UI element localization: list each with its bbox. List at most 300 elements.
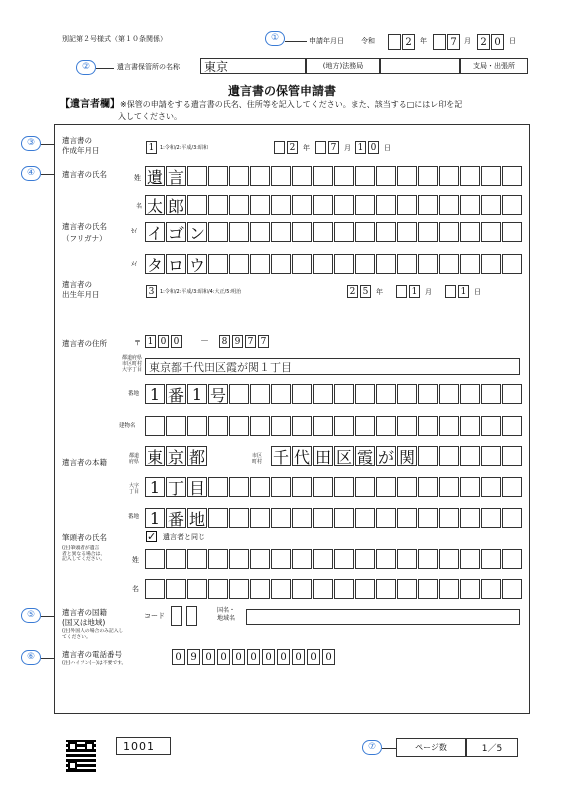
qr-code-icon xyxy=(66,740,96,772)
hitto-mei-cell[interactable] xyxy=(439,579,459,599)
marker-line xyxy=(41,174,55,175)
hitto-mei-cell[interactable] xyxy=(376,579,396,599)
country-code-1[interactable] xyxy=(171,606,182,626)
honseki-aza-cell[interactable] xyxy=(418,477,438,497)
hitto-sei-cell[interactable] xyxy=(229,549,249,569)
phone-digit-cell[interactable]: 0 xyxy=(322,649,335,665)
name-mei-cell[interactable] xyxy=(229,195,249,215)
marker-4: ④ xyxy=(21,166,41,181)
birth-day[interactable]: 1 xyxy=(458,285,469,298)
address-building-cell[interactable] xyxy=(355,416,375,436)
address-building-cell[interactable] xyxy=(271,416,291,436)
postal-2-2[interactable]: 9 xyxy=(232,335,243,348)
month-unit: 月 xyxy=(464,37,471,45)
country-code-2[interactable] xyxy=(186,606,197,626)
honseki-banchi-cell[interactable] xyxy=(208,508,228,528)
same-as-testator-label: 遺言者と同じ xyxy=(163,533,205,541)
postal-1-3[interactable]: 0 xyxy=(171,335,182,348)
address-building-cell[interactable] xyxy=(418,416,438,436)
hitto-sei-cell[interactable] xyxy=(418,549,438,569)
honseki-city-cell[interactable] xyxy=(460,446,480,466)
birth-day-unit: 日 xyxy=(474,288,481,296)
app-year-blank[interactable] xyxy=(388,34,401,50)
name-sei-cell[interactable] xyxy=(229,166,249,186)
hitto-mei-cell[interactable] xyxy=(313,579,333,599)
address-building-cell[interactable] xyxy=(397,416,417,436)
hitto-sei-cell[interactable] xyxy=(439,549,459,569)
hitto-sei-cell[interactable] xyxy=(355,549,375,569)
kana-sei-cell[interactable]: イ xyxy=(146,223,163,242)
address-building-cell[interactable] xyxy=(208,416,228,436)
marker-line xyxy=(382,748,396,749)
honseki-city-cell[interactable]: 千 xyxy=(272,447,289,466)
honseki-city-cell[interactable]: 関 xyxy=(398,447,415,466)
hitto-sei-cell[interactable] xyxy=(271,549,291,569)
address-banchi-cell[interactable] xyxy=(271,384,291,404)
phone-digit-cell[interactable]: 0 xyxy=(247,649,260,665)
name-sei-cell[interactable] xyxy=(397,166,417,186)
phone-digit-cell[interactable]: 0 xyxy=(202,649,215,665)
postal-dash: － xyxy=(200,337,210,347)
honseki-banchi-cell[interactable] xyxy=(313,508,333,528)
honseki-aza-cell[interactable]: 丁 xyxy=(167,478,184,497)
kana-sei-cell[interactable] xyxy=(208,222,228,242)
honseki-banchi-cell[interactable] xyxy=(502,508,522,528)
name-sei-cell[interactable] xyxy=(187,166,207,186)
section-note: ※保管の申請をする遺言書の氏名、住所等を記入してください。また、該当する xyxy=(120,100,407,109)
address-building-cell[interactable] xyxy=(334,416,354,436)
phone-digit-cell[interactable]: 0 xyxy=(172,649,185,665)
kana-sei-cell[interactable]: ン xyxy=(188,223,205,242)
postal-mark: 〒 xyxy=(134,339,141,347)
name-sei-cell[interactable]: 遺 xyxy=(146,167,163,186)
honseki-city-cell[interactable]: が xyxy=(377,447,394,466)
postal-1-1[interactable]: 1 xyxy=(145,335,156,348)
form-code: 別記第２号様式（第１０条関係） xyxy=(62,35,167,43)
kana-mei-cell[interactable] xyxy=(334,254,354,274)
honseki-aza-cell[interactable] xyxy=(439,477,459,497)
honseki-city-label-2: 町村 xyxy=(252,458,263,465)
honseki-banchi-cell[interactable]: 1 xyxy=(145,508,165,528)
honseki-aza-cell[interactable] xyxy=(313,477,333,497)
address-banchi-cell[interactable] xyxy=(439,384,459,404)
kana-mei-cell[interactable] xyxy=(250,254,270,274)
hitto-sei-cell[interactable] xyxy=(208,549,228,569)
honseki-pref-cell[interactable]: 都 xyxy=(188,447,205,466)
name-sei-cell[interactable] xyxy=(292,166,312,186)
kana-sei-cell[interactable] xyxy=(439,222,459,242)
kana-mei-cell[interactable] xyxy=(292,254,312,274)
address-label: 遺言者の住所 xyxy=(62,339,107,348)
phone-digit-cell[interactable]: 9 xyxy=(187,649,200,665)
hitto-note-3: 記入してください。 xyxy=(62,557,106,563)
honseki-city-cell[interactable] xyxy=(439,446,459,466)
birth-era-options: 1:令和/2:平成/3:昭和/4:大正/5:明治 xyxy=(160,289,242,295)
honseki-banchi-cell[interactable] xyxy=(418,508,438,528)
kana-sei-cell[interactable]: ゴ xyxy=(167,223,184,242)
kana-mei-cell[interactable] xyxy=(229,254,249,274)
postal-1-2[interactable]: 0 xyxy=(158,335,169,348)
name-label: 遺言者の氏名 xyxy=(62,170,107,179)
bureau-label: (地方)法務局 xyxy=(306,58,380,74)
honseki-aza-cell[interactable] xyxy=(334,477,354,497)
kana-mei-cell[interactable]: ウ xyxy=(188,255,205,274)
name-mei-cell[interactable] xyxy=(250,195,270,215)
hitto-mei-cell[interactable] xyxy=(502,579,522,599)
phone-digit-cell[interactable]: 0 xyxy=(277,649,290,665)
address-building-cell[interactable] xyxy=(229,416,249,436)
marker-1: ① xyxy=(265,31,285,46)
kana-sei-cell[interactable] xyxy=(250,222,270,242)
address-banchi-cell[interactable] xyxy=(355,384,375,404)
honseki-aza-cell[interactable] xyxy=(292,477,312,497)
kana-sei-cell[interactable] xyxy=(397,222,417,242)
app-month-digit[interactable]: 7 xyxy=(447,34,460,50)
kana-mei-cell[interactable] xyxy=(313,254,333,274)
honseki-aza-cell[interactable] xyxy=(397,477,417,497)
postal-2-3[interactable]: 7 xyxy=(245,335,256,348)
name-sei-cell[interactable] xyxy=(502,166,522,186)
hitto-mei-cell[interactable] xyxy=(145,579,165,599)
app-month-blank[interactable] xyxy=(433,34,446,50)
hitto-sei-cell[interactable] xyxy=(187,549,207,569)
address-banchi-cell[interactable] xyxy=(460,384,480,404)
name-mei-cell[interactable] xyxy=(355,195,375,215)
name-mei-cell[interactable] xyxy=(460,195,480,215)
hitto-mei-cell[interactable] xyxy=(397,579,417,599)
birth-year-unit: 年 xyxy=(376,288,383,296)
same-as-testator-checkbox[interactable]: ✓ xyxy=(147,530,157,543)
honseki-banchi-cell[interactable]: 地 xyxy=(188,509,205,528)
address-bldg-label: 建物名 xyxy=(119,423,136,429)
honseki-banchi-cell[interactable] xyxy=(397,508,417,528)
name-mei-cell[interactable] xyxy=(439,195,459,215)
creation-era-code[interactable]: 1 xyxy=(146,141,157,154)
birth-era-code[interactable]: 3 xyxy=(146,285,157,298)
hitto-sei-cell[interactable] xyxy=(250,549,270,569)
name-mei-cell[interactable] xyxy=(208,195,228,215)
address-banchi-cell[interactable]: 号 xyxy=(209,385,226,404)
kana-sei-cell[interactable] xyxy=(334,222,354,242)
kana-sei-cell[interactable] xyxy=(376,222,396,242)
honseki-aza-cell[interactable] xyxy=(229,477,249,497)
honseki-banchi-cell[interactable] xyxy=(271,508,291,528)
section-label: 【遺言者欄】 xyxy=(60,99,120,110)
nationality-label-1: 遺言者の国籍 xyxy=(62,608,107,617)
birth-day-blank[interactable] xyxy=(445,285,456,298)
honseki-aza-cell[interactable] xyxy=(355,477,375,497)
hitto-mei-cell[interactable] xyxy=(250,579,270,599)
hitto-sei-cell[interactable] xyxy=(376,549,396,569)
name-sei-cell[interactable] xyxy=(271,166,291,186)
honseki-aza-label-1: 大字 xyxy=(129,483,140,489)
pref-label-1: 都道府県 xyxy=(121,355,142,361)
address-building-cell[interactable] xyxy=(187,416,207,436)
address-banchi-cell[interactable]: 番 xyxy=(167,385,184,404)
honseki-aza-label-2: 丁目 xyxy=(129,488,140,495)
country-name-field[interactable] xyxy=(246,609,520,625)
address-building-cell[interactable] xyxy=(166,416,186,436)
address-banchi-label: 番地 xyxy=(128,391,140,397)
hitto-mei-cell[interactable] xyxy=(334,579,354,599)
birth-month[interactable]: 1 xyxy=(409,285,420,298)
hitto-sei-cell[interactable] xyxy=(334,549,354,569)
honseki-banchi-cell[interactable] xyxy=(439,508,459,528)
honseki-pref-label-2: 府県 xyxy=(129,458,140,465)
address-banchi-cell[interactable] xyxy=(376,384,396,404)
address-building-cell[interactable] xyxy=(439,416,459,436)
name-sei-cell[interactable] xyxy=(418,166,438,186)
creation-label-2: 作成年月日 xyxy=(62,146,100,155)
marker-3: ③ xyxy=(21,136,41,151)
address-banchi-cell[interactable] xyxy=(250,384,270,404)
kana-mei-cell[interactable] xyxy=(418,254,438,274)
pref-label-3: 大字丁目 xyxy=(121,366,142,373)
honseki-banchi-cell[interactable] xyxy=(334,508,354,528)
page-count-value: 1／5 xyxy=(466,738,518,757)
hitto-mei-cell[interactable] xyxy=(418,579,438,599)
address-building-cell[interactable] xyxy=(250,416,270,436)
hitto-sei-cell[interactable] xyxy=(313,549,333,569)
phone-digit-cell[interactable]: 0 xyxy=(307,649,320,665)
kana-mei-cell[interactable]: タ xyxy=(146,255,163,274)
creation-label-1: 遺言書の xyxy=(62,136,92,145)
honseki-banchi-cell[interactable] xyxy=(355,508,375,528)
kana-mei-cell[interactable] xyxy=(397,254,417,274)
office-label: 遺言書保管所の名称 xyxy=(117,63,180,71)
honseki-city-cell[interactable]: 田 xyxy=(314,447,331,466)
honseki-city-cell[interactable] xyxy=(481,446,501,466)
address-banchi-cell[interactable] xyxy=(292,384,312,404)
name-mei-cell[interactable] xyxy=(313,195,333,215)
honseki-pref-label-1: 都道 xyxy=(129,453,140,459)
kana-sei-cell[interactable] xyxy=(292,222,312,242)
note-box-glyph: □ xyxy=(406,100,415,109)
address-line-field[interactable]: 東京都千代田区霞が関１丁目 xyxy=(145,358,520,375)
kana-sei-cell[interactable] xyxy=(418,222,438,242)
hitto-sei-cell[interactable] xyxy=(502,549,522,569)
honseki-aza-cell[interactable] xyxy=(376,477,396,497)
address-building-cell[interactable] xyxy=(292,416,312,436)
creation-year-unit: 年 xyxy=(303,144,310,152)
address-building-cell[interactable] xyxy=(145,416,165,436)
hitto-mei-cell[interactable] xyxy=(481,579,501,599)
name-sei-cell[interactable]: 言 xyxy=(167,167,184,186)
birth-label-1: 遺言者の xyxy=(62,280,92,289)
address-banchi-cell[interactable] xyxy=(397,384,417,404)
name-mei-cell[interactable]: 太 xyxy=(146,196,163,215)
name-sei-cell[interactable] xyxy=(334,166,354,186)
kana-mei-cell[interactable] xyxy=(271,254,291,274)
honseki-label: 遺言者の本籍 xyxy=(62,458,107,467)
name-sei-cell[interactable] xyxy=(250,166,270,186)
kana-mei-cell[interactable] xyxy=(439,254,459,274)
hitto-note-1: (注)筆頭者が遺言 xyxy=(62,546,100,551)
office-name-field[interactable]: 東京 xyxy=(200,58,306,74)
address-banchi-cell[interactable] xyxy=(313,384,333,404)
hitto-mei-cell[interactable] xyxy=(208,579,228,599)
kana-mei-cell[interactable] xyxy=(208,254,228,274)
honseki-city-cell[interactable]: 代 xyxy=(293,447,310,466)
name-mei-cell[interactable] xyxy=(376,195,396,215)
hitto-sei-cell[interactable] xyxy=(460,549,480,569)
honseki-aza-cell[interactable] xyxy=(502,477,522,497)
creation-day-1[interactable]: 1 xyxy=(355,141,366,154)
honseki-banchi-cell[interactable] xyxy=(229,508,249,528)
honseki-banchi-cell[interactable]: 番 xyxy=(167,509,184,528)
phone-digit-cell[interactable]: 0 xyxy=(232,649,245,665)
address-banchi-cell[interactable] xyxy=(502,384,522,404)
address-building-cell[interactable] xyxy=(502,416,522,436)
app-day-digit-2[interactable]: 0 xyxy=(491,34,504,50)
kana-mei-cell[interactable] xyxy=(376,254,396,274)
name-sei-cell[interactable] xyxy=(376,166,396,186)
app-date-label: 申請年月日 xyxy=(309,37,344,45)
name-mei-cell[interactable] xyxy=(292,195,312,215)
address-banchi-cell[interactable] xyxy=(229,384,249,404)
phone-note: (注)ハイフン(－)は不要です。 xyxy=(62,661,127,666)
kana-mei-cell[interactable] xyxy=(481,254,501,274)
hitto-mei-cell[interactable] xyxy=(460,579,480,599)
name-mei-cell[interactable] xyxy=(187,195,207,215)
phone-label: 遺言者の電話番号 xyxy=(62,650,122,659)
phone-digit-cell[interactable]: 0 xyxy=(217,649,230,665)
country-name-label-2: 地域名 xyxy=(217,614,236,622)
honseki-city-cell[interactable]: 区 xyxy=(335,447,352,466)
creation-year[interactable]: 2 xyxy=(287,141,298,154)
honseki-banchi-cell[interactable] xyxy=(460,508,480,528)
hitto-sei-cell[interactable] xyxy=(145,549,165,569)
honseki-banchi-cell[interactable] xyxy=(481,508,501,528)
creation-month[interactable]: 7 xyxy=(328,141,339,154)
honseki-aza-cell[interactable]: 目 xyxy=(188,478,205,497)
name-mei-cell[interactable] xyxy=(271,195,291,215)
honseki-city-label-1: 市区 xyxy=(252,453,263,459)
branch-field[interactable] xyxy=(380,58,460,74)
marker-2: ② xyxy=(76,60,96,75)
name-sei-cell[interactable] xyxy=(439,166,459,186)
kana-mei-cell[interactable] xyxy=(355,254,375,274)
name-sei-cell[interactable] xyxy=(313,166,333,186)
kana-sei-cell[interactable] xyxy=(460,222,480,242)
kana-sei-cell[interactable] xyxy=(313,222,333,242)
address-banchi-cell[interactable] xyxy=(418,384,438,404)
kana-mei-cell[interactable] xyxy=(502,254,522,274)
hitto-sei-cell[interactable] xyxy=(166,549,186,569)
marker-line xyxy=(41,616,55,617)
section-note-2: 入してください。 xyxy=(118,112,182,121)
hitto-sei-cell[interactable] xyxy=(292,549,312,569)
honseki-aza-cell[interactable] xyxy=(250,477,270,497)
era-label: 令和 xyxy=(361,37,375,45)
hitto-sei-label: 姓 xyxy=(132,556,139,564)
address-building-cell[interactable] xyxy=(313,416,333,436)
address-banchi-cell[interactable] xyxy=(334,384,354,404)
address-building-cell[interactable] xyxy=(481,416,501,436)
honseki-aza-cell[interactable]: 1 xyxy=(145,477,165,497)
marker-line xyxy=(96,68,114,69)
marker-line xyxy=(41,658,55,659)
postal-2-1[interactable]: 8 xyxy=(219,335,230,348)
kana-sei-cell[interactable] xyxy=(229,222,249,242)
creation-month-blank[interactable] xyxy=(315,141,326,154)
birth-month-blank[interactable] xyxy=(396,285,407,298)
creation-day-2[interactable]: 0 xyxy=(368,141,379,154)
address-building-cell[interactable] xyxy=(460,416,480,436)
birth-year-1[interactable]: 2 xyxy=(347,285,358,298)
page-count-label: ページ数 xyxy=(396,738,466,757)
address-building-cell[interactable] xyxy=(376,416,396,436)
honseki-aza-cell[interactable] xyxy=(271,477,291,497)
kana-label-1: 遺言者の氏名 xyxy=(62,222,107,231)
creation-month-unit: 月 xyxy=(344,144,351,152)
honseki-city-cell[interactable]: 霞 xyxy=(356,447,373,466)
hitto-mei-cell[interactable] xyxy=(187,579,207,599)
honseki-banchi-cell[interactable] xyxy=(376,508,396,528)
hitto-mei-cell[interactable] xyxy=(355,579,375,599)
kana-sei-cell[interactable] xyxy=(271,222,291,242)
postal-2-4[interactable]: 7 xyxy=(258,335,269,348)
name-sei-cell[interactable] xyxy=(460,166,480,186)
name-sei-cell[interactable] xyxy=(355,166,375,186)
hitto-mei-cell[interactable] xyxy=(292,579,312,599)
name-mei-cell[interactable]: 郎 xyxy=(167,196,184,215)
name-sei-label: 姓 xyxy=(134,174,141,182)
honseki-city-cell[interactable] xyxy=(418,446,438,466)
code-label: コード xyxy=(144,612,165,620)
name-mei-cell[interactable] xyxy=(418,195,438,215)
year-unit: 年 xyxy=(420,37,427,45)
honseki-aza-cell[interactable] xyxy=(460,477,480,497)
honseki-aza-cell[interactable] xyxy=(481,477,501,497)
name-mei-cell[interactable] xyxy=(397,195,417,215)
creation-year-blank[interactable] xyxy=(274,141,285,154)
kana-mei-cell[interactable] xyxy=(460,254,480,274)
hitto-mei-cell[interactable] xyxy=(229,579,249,599)
hitto-sei-cell[interactable] xyxy=(481,549,501,569)
hitto-mei-cell[interactable] xyxy=(166,579,186,599)
honseki-banchi-cell[interactable] xyxy=(292,508,312,528)
honseki-aza-cell[interactable] xyxy=(208,477,228,497)
phone-digit-cell[interactable]: 0 xyxy=(292,649,305,665)
address-banchi-cell[interactable]: 1 xyxy=(145,384,165,404)
name-sei-cell[interactable] xyxy=(481,166,501,186)
kana-sei-cell[interactable] xyxy=(502,222,522,242)
kana-mei-cell[interactable]: ロ xyxy=(167,255,184,274)
branch-label: 支局・出張所 xyxy=(460,58,528,74)
honseki-city-cell[interactable] xyxy=(502,446,522,466)
nationality-label-2: (国又は地域) xyxy=(62,618,106,627)
kana-sei-cell[interactable] xyxy=(481,222,501,242)
phone-digit-cell[interactable]: 0 xyxy=(262,649,275,665)
address-banchi-cell[interactable]: 1 xyxy=(187,384,207,404)
honseki-pref-cell[interactable]: 東 xyxy=(146,447,163,466)
hitto-sei-cell[interactable] xyxy=(397,549,417,569)
honseki-pref-cell[interactable]: 京 xyxy=(167,447,184,466)
app-day-digit-1[interactable]: 2 xyxy=(477,34,490,50)
honseki-banchi-cell[interactable] xyxy=(250,508,270,528)
marker-6: ⑥ xyxy=(21,650,41,665)
name-mei-cell[interactable] xyxy=(334,195,354,215)
kana-sei-cell[interactable] xyxy=(355,222,375,242)
name-mei-cell[interactable] xyxy=(502,195,522,215)
birth-year-2[interactable]: 5 xyxy=(360,285,371,298)
name-sei-cell[interactable] xyxy=(208,166,228,186)
app-year-digit[interactable]: 2 xyxy=(402,34,415,50)
address-banchi-cell[interactable] xyxy=(481,384,501,404)
name-mei-cell[interactable] xyxy=(481,195,501,215)
hitto-mei-cell[interactable] xyxy=(271,579,291,599)
